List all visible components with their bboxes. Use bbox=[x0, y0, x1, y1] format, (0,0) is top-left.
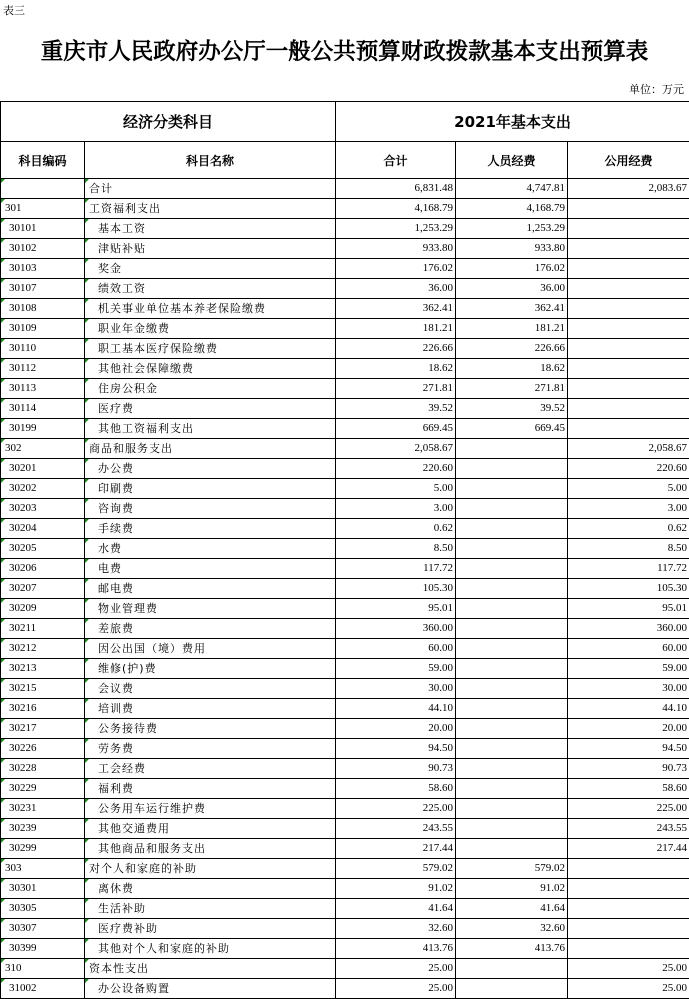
name-cell: 差旅费 bbox=[85, 619, 336, 639]
personnel-cell: 181.21 bbox=[456, 319, 568, 339]
name-cell: 办公费 bbox=[85, 459, 336, 479]
total-cell: 226.66 bbox=[336, 339, 456, 359]
public-cell: 90.73 bbox=[568, 759, 689, 779]
code-cell: 30215 bbox=[1, 679, 85, 699]
personnel-cell bbox=[456, 639, 568, 659]
total-cell: 0.62 bbox=[336, 519, 456, 539]
public-cell bbox=[568, 859, 689, 879]
name-cell: 会议费 bbox=[85, 679, 336, 699]
page-title: 重庆市人民政府办公厅一般公共预算财政拨款基本支出预算表 bbox=[40, 39, 649, 65]
total-cell: 669.45 bbox=[336, 419, 456, 439]
name-cell: 其他社会保障缴费 bbox=[85, 359, 336, 379]
table-row bbox=[1, 599, 689, 619]
table-row bbox=[1, 319, 689, 339]
table-row bbox=[1, 879, 689, 899]
table-row bbox=[1, 779, 689, 799]
code-cell: 303 bbox=[1, 859, 85, 879]
name-cell: 机关事业单位基本养老保险缴费 bbox=[85, 299, 336, 319]
personnel-cell bbox=[456, 819, 568, 839]
personnel-cell bbox=[456, 719, 568, 739]
name-cell: 印刷费 bbox=[85, 479, 336, 499]
table-row bbox=[1, 899, 689, 919]
personnel-cell: 91.02 bbox=[456, 879, 568, 899]
public-cell: 20.00 bbox=[568, 719, 689, 739]
table-row bbox=[1, 959, 689, 979]
code-cell bbox=[1, 179, 85, 199]
public-cell bbox=[568, 299, 689, 319]
name-cell: 资本性支出 bbox=[85, 959, 336, 979]
personnel-cell bbox=[456, 439, 568, 459]
total-cell: 5.00 bbox=[336, 479, 456, 499]
public-cell: 30.00 bbox=[568, 679, 689, 699]
total-cell: 25.00 bbox=[336, 979, 456, 999]
name-cell: 培训费 bbox=[85, 699, 336, 719]
personnel-cell: 1,253.29 bbox=[456, 219, 568, 239]
total-cell: 30.00 bbox=[336, 679, 456, 699]
code-cell: 30209 bbox=[1, 599, 85, 619]
name-cell: 物业管理费 bbox=[85, 599, 336, 619]
personnel-cell: 4,747.81 bbox=[456, 179, 568, 199]
name-cell: 工会经费 bbox=[85, 759, 336, 779]
total-cell: 360.00 bbox=[336, 619, 456, 639]
table-row bbox=[1, 819, 689, 839]
public-cell: 2,083.67 bbox=[568, 179, 689, 199]
name-cell: 离休费 bbox=[85, 879, 336, 899]
public-cell bbox=[568, 239, 689, 259]
name-cell: 其他对个人和家庭的补助 bbox=[85, 939, 336, 959]
total-cell: 933.80 bbox=[336, 239, 456, 259]
name-cell: 奖金 bbox=[85, 259, 336, 279]
table-row bbox=[1, 739, 689, 759]
personnel-cell: 18.62 bbox=[456, 359, 568, 379]
public-cell bbox=[568, 379, 689, 399]
table-row bbox=[1, 519, 689, 539]
table-row bbox=[1, 339, 689, 359]
total-cell: 90.73 bbox=[336, 759, 456, 779]
public-cell: 360.00 bbox=[568, 619, 689, 639]
personnel-cell: 32.60 bbox=[456, 919, 568, 939]
total-cell: 225.00 bbox=[336, 799, 456, 819]
name-cell: 其他商品和服务支出 bbox=[85, 839, 336, 859]
code-cell: 30103 bbox=[1, 259, 85, 279]
total-cell: 91.02 bbox=[336, 879, 456, 899]
table-row bbox=[1, 479, 689, 499]
code-cell: 30199 bbox=[1, 419, 85, 439]
public-cell: 44.10 bbox=[568, 699, 689, 719]
table-row bbox=[1, 239, 689, 259]
header-total: 合计 bbox=[336, 142, 456, 179]
code-cell: 30204 bbox=[1, 519, 85, 539]
personnel-cell: 362.41 bbox=[456, 299, 568, 319]
code-cell: 30228 bbox=[1, 759, 85, 779]
table-row bbox=[1, 719, 689, 739]
table-row bbox=[1, 559, 689, 579]
code-cell: 310 bbox=[1, 959, 85, 979]
total-cell: 413.76 bbox=[336, 939, 456, 959]
name-cell: 绩效工资 bbox=[85, 279, 336, 299]
table-row bbox=[1, 179, 689, 199]
public-cell bbox=[568, 879, 689, 899]
total-cell: 243.55 bbox=[336, 819, 456, 839]
public-cell bbox=[568, 899, 689, 919]
public-cell: 220.60 bbox=[568, 459, 689, 479]
personnel-cell: 176.02 bbox=[456, 259, 568, 279]
total-cell: 6,831.48 bbox=[336, 179, 456, 199]
total-cell: 362.41 bbox=[336, 299, 456, 319]
table-row bbox=[1, 459, 689, 479]
name-cell: 医疗费 bbox=[85, 399, 336, 419]
name-cell: 咨询费 bbox=[85, 499, 336, 519]
table-row bbox=[1, 219, 689, 239]
public-cell bbox=[568, 399, 689, 419]
name-cell: 劳务费 bbox=[85, 739, 336, 759]
personnel-cell bbox=[456, 519, 568, 539]
name-cell: 生活补助 bbox=[85, 899, 336, 919]
code-cell: 30239 bbox=[1, 819, 85, 839]
personnel-cell bbox=[456, 759, 568, 779]
table-row bbox=[1, 799, 689, 819]
code-cell: 30229 bbox=[1, 779, 85, 799]
table-number-label: 表三 bbox=[3, 4, 25, 17]
public-cell: 225.00 bbox=[568, 799, 689, 819]
personnel-cell: 413.76 bbox=[456, 939, 568, 959]
personnel-cell: 271.81 bbox=[456, 379, 568, 399]
code-cell: 30211 bbox=[1, 619, 85, 639]
code-cell: 30110 bbox=[1, 339, 85, 359]
table-row bbox=[1, 539, 689, 559]
public-cell bbox=[568, 319, 689, 339]
personnel-cell bbox=[456, 539, 568, 559]
personnel-cell bbox=[456, 739, 568, 759]
personnel-cell: 41.64 bbox=[456, 899, 568, 919]
code-cell: 30226 bbox=[1, 739, 85, 759]
code-cell: 30207 bbox=[1, 579, 85, 599]
name-cell: 职业年金缴费 bbox=[85, 319, 336, 339]
total-cell: 220.60 bbox=[336, 459, 456, 479]
public-cell bbox=[568, 339, 689, 359]
total-cell: 36.00 bbox=[336, 279, 456, 299]
total-cell: 176.02 bbox=[336, 259, 456, 279]
code-cell: 30201 bbox=[1, 459, 85, 479]
total-cell: 4,168.79 bbox=[336, 199, 456, 219]
name-cell: 商品和服务支出 bbox=[85, 439, 336, 459]
personnel-cell: 933.80 bbox=[456, 239, 568, 259]
personnel-cell: 39.52 bbox=[456, 399, 568, 419]
name-cell: 职工基本医疗保险缴费 bbox=[85, 339, 336, 359]
total-cell: 44.10 bbox=[336, 699, 456, 719]
table-body bbox=[1, 179, 689, 999]
code-cell: 302 bbox=[1, 439, 85, 459]
name-cell: 办公设备购置 bbox=[85, 979, 336, 999]
name-cell: 电费 bbox=[85, 559, 336, 579]
total-cell: 105.30 bbox=[336, 579, 456, 599]
personnel-cell bbox=[456, 479, 568, 499]
table-row bbox=[1, 579, 689, 599]
code-cell: 30216 bbox=[1, 699, 85, 719]
public-cell bbox=[568, 199, 689, 219]
total-cell: 32.60 bbox=[336, 919, 456, 939]
total-cell: 59.00 bbox=[336, 659, 456, 679]
table-row bbox=[1, 299, 689, 319]
total-cell: 2,058.67 bbox=[336, 439, 456, 459]
total-cell: 8.50 bbox=[336, 539, 456, 559]
personnel-cell: 226.66 bbox=[456, 339, 568, 359]
personnel-cell bbox=[456, 679, 568, 699]
personnel-cell bbox=[456, 979, 568, 999]
public-cell: 59.00 bbox=[568, 659, 689, 679]
total-cell: 3.00 bbox=[336, 499, 456, 519]
personnel-cell bbox=[456, 599, 568, 619]
total-cell: 1,253.29 bbox=[336, 219, 456, 239]
public-cell: 25.00 bbox=[568, 979, 689, 999]
code-cell: 30114 bbox=[1, 399, 85, 419]
code-cell: 30202 bbox=[1, 479, 85, 499]
total-cell: 58.60 bbox=[336, 779, 456, 799]
code-cell: 30305 bbox=[1, 899, 85, 919]
total-cell: 20.00 bbox=[336, 719, 456, 739]
code-cell: 30213 bbox=[1, 659, 85, 679]
code-cell: 30112 bbox=[1, 359, 85, 379]
code-cell: 30399 bbox=[1, 939, 85, 959]
personnel-cell bbox=[456, 799, 568, 819]
table-row bbox=[1, 399, 689, 419]
public-cell bbox=[568, 939, 689, 959]
personnel-cell bbox=[456, 499, 568, 519]
name-cell: 合计 bbox=[85, 179, 336, 199]
total-cell: 181.21 bbox=[336, 319, 456, 339]
public-cell: 3.00 bbox=[568, 499, 689, 519]
public-cell: 5.00 bbox=[568, 479, 689, 499]
personnel-cell bbox=[456, 959, 568, 979]
table-row bbox=[1, 359, 689, 379]
personnel-cell bbox=[456, 659, 568, 679]
personnel-cell bbox=[456, 459, 568, 479]
table-row bbox=[1, 679, 689, 699]
total-cell: 579.02 bbox=[336, 859, 456, 879]
public-cell: 105.30 bbox=[568, 579, 689, 599]
header-name: 科目名称 bbox=[85, 142, 336, 179]
name-cell: 手续费 bbox=[85, 519, 336, 539]
name-cell: 因公出国（境）费用 bbox=[85, 639, 336, 659]
code-cell: 30307 bbox=[1, 919, 85, 939]
header-code: 科目编码 bbox=[1, 142, 85, 179]
public-cell bbox=[568, 279, 689, 299]
total-cell: 41.64 bbox=[336, 899, 456, 919]
total-cell: 271.81 bbox=[336, 379, 456, 399]
header-personnel: 人员经费 bbox=[456, 142, 568, 179]
name-cell: 住房公积金 bbox=[85, 379, 336, 399]
total-cell: 18.62 bbox=[336, 359, 456, 379]
code-cell: 30212 bbox=[1, 639, 85, 659]
header-economic-classification: 经济分类科目 bbox=[1, 102, 336, 142]
table-row bbox=[1, 659, 689, 679]
personnel-cell: 4,168.79 bbox=[456, 199, 568, 219]
table-row bbox=[1, 279, 689, 299]
table-row bbox=[1, 639, 689, 659]
total-cell: 95.01 bbox=[336, 599, 456, 619]
public-cell: 0.62 bbox=[568, 519, 689, 539]
personnel-cell bbox=[456, 559, 568, 579]
name-cell: 公务用车运行维护费 bbox=[85, 799, 336, 819]
code-cell: 30205 bbox=[1, 539, 85, 559]
table-row bbox=[1, 419, 689, 439]
public-cell bbox=[568, 259, 689, 279]
personnel-cell: 669.45 bbox=[456, 419, 568, 439]
public-cell: 243.55 bbox=[568, 819, 689, 839]
personnel-cell bbox=[456, 699, 568, 719]
personnel-cell bbox=[456, 839, 568, 859]
table-row bbox=[1, 499, 689, 519]
header-public: 公用经费 bbox=[568, 142, 689, 179]
table-row bbox=[1, 939, 689, 959]
code-cell: 30101 bbox=[1, 219, 85, 239]
total-cell: 60.00 bbox=[336, 639, 456, 659]
public-cell: 217.44 bbox=[568, 839, 689, 859]
code-cell: 31002 bbox=[1, 979, 85, 999]
name-cell: 对个人和家庭的补助 bbox=[85, 859, 336, 879]
table-row bbox=[1, 259, 689, 279]
personnel-cell bbox=[456, 779, 568, 799]
table-row bbox=[1, 439, 689, 459]
code-cell: 30102 bbox=[1, 239, 85, 259]
table-row bbox=[1, 979, 689, 999]
public-cell bbox=[568, 359, 689, 379]
code-cell: 30301 bbox=[1, 879, 85, 899]
name-cell: 工资福利支出 bbox=[85, 199, 336, 219]
code-cell: 30206 bbox=[1, 559, 85, 579]
table-row bbox=[1, 199, 689, 219]
code-cell: 301 bbox=[1, 199, 85, 219]
unit-label: 单位：万元 bbox=[629, 83, 684, 96]
public-cell: 60.00 bbox=[568, 639, 689, 659]
table-row bbox=[1, 759, 689, 779]
public-cell bbox=[568, 919, 689, 939]
code-cell: 30203 bbox=[1, 499, 85, 519]
budget-table bbox=[0, 101, 689, 999]
name-cell: 其他交通费用 bbox=[85, 819, 336, 839]
public-cell bbox=[568, 219, 689, 239]
personnel-cell bbox=[456, 619, 568, 639]
public-cell: 25.00 bbox=[568, 959, 689, 979]
total-cell: 39.52 bbox=[336, 399, 456, 419]
public-cell: 58.60 bbox=[568, 779, 689, 799]
name-cell: 基本工资 bbox=[85, 219, 336, 239]
public-cell: 94.50 bbox=[568, 739, 689, 759]
code-cell: 30217 bbox=[1, 719, 85, 739]
name-cell: 福利费 bbox=[85, 779, 336, 799]
code-cell: 30107 bbox=[1, 279, 85, 299]
personnel-cell: 36.00 bbox=[456, 279, 568, 299]
total-cell: 117.72 bbox=[336, 559, 456, 579]
name-cell: 水费 bbox=[85, 539, 336, 559]
public-cell: 95.01 bbox=[568, 599, 689, 619]
table-row bbox=[1, 839, 689, 859]
code-cell: 30299 bbox=[1, 839, 85, 859]
code-cell: 30113 bbox=[1, 379, 85, 399]
name-cell: 公务接待费 bbox=[85, 719, 336, 739]
name-cell: 维修(护)费 bbox=[85, 659, 336, 679]
total-cell: 217.44 bbox=[336, 839, 456, 859]
table-row bbox=[1, 859, 689, 879]
personnel-cell bbox=[456, 579, 568, 599]
table-row bbox=[1, 379, 689, 399]
public-cell bbox=[568, 419, 689, 439]
public-cell: 8.50 bbox=[568, 539, 689, 559]
table-row bbox=[1, 699, 689, 719]
header-basic-expenditure: 2021年基本支出 bbox=[336, 102, 689, 142]
name-cell: 其他工资福利支出 bbox=[85, 419, 336, 439]
public-cell: 117.72 bbox=[568, 559, 689, 579]
name-cell: 邮电费 bbox=[85, 579, 336, 599]
code-cell: 30109 bbox=[1, 319, 85, 339]
code-cell: 30231 bbox=[1, 799, 85, 819]
personnel-cell: 579.02 bbox=[456, 859, 568, 879]
code-cell: 30108 bbox=[1, 299, 85, 319]
name-cell: 医疗费补助 bbox=[85, 919, 336, 939]
public-cell: 2,058.67 bbox=[568, 439, 689, 459]
table-row bbox=[1, 919, 689, 939]
name-cell: 津贴补贴 bbox=[85, 239, 336, 259]
total-cell: 25.00 bbox=[336, 959, 456, 979]
total-cell: 94.50 bbox=[336, 739, 456, 759]
table-row bbox=[1, 619, 689, 639]
